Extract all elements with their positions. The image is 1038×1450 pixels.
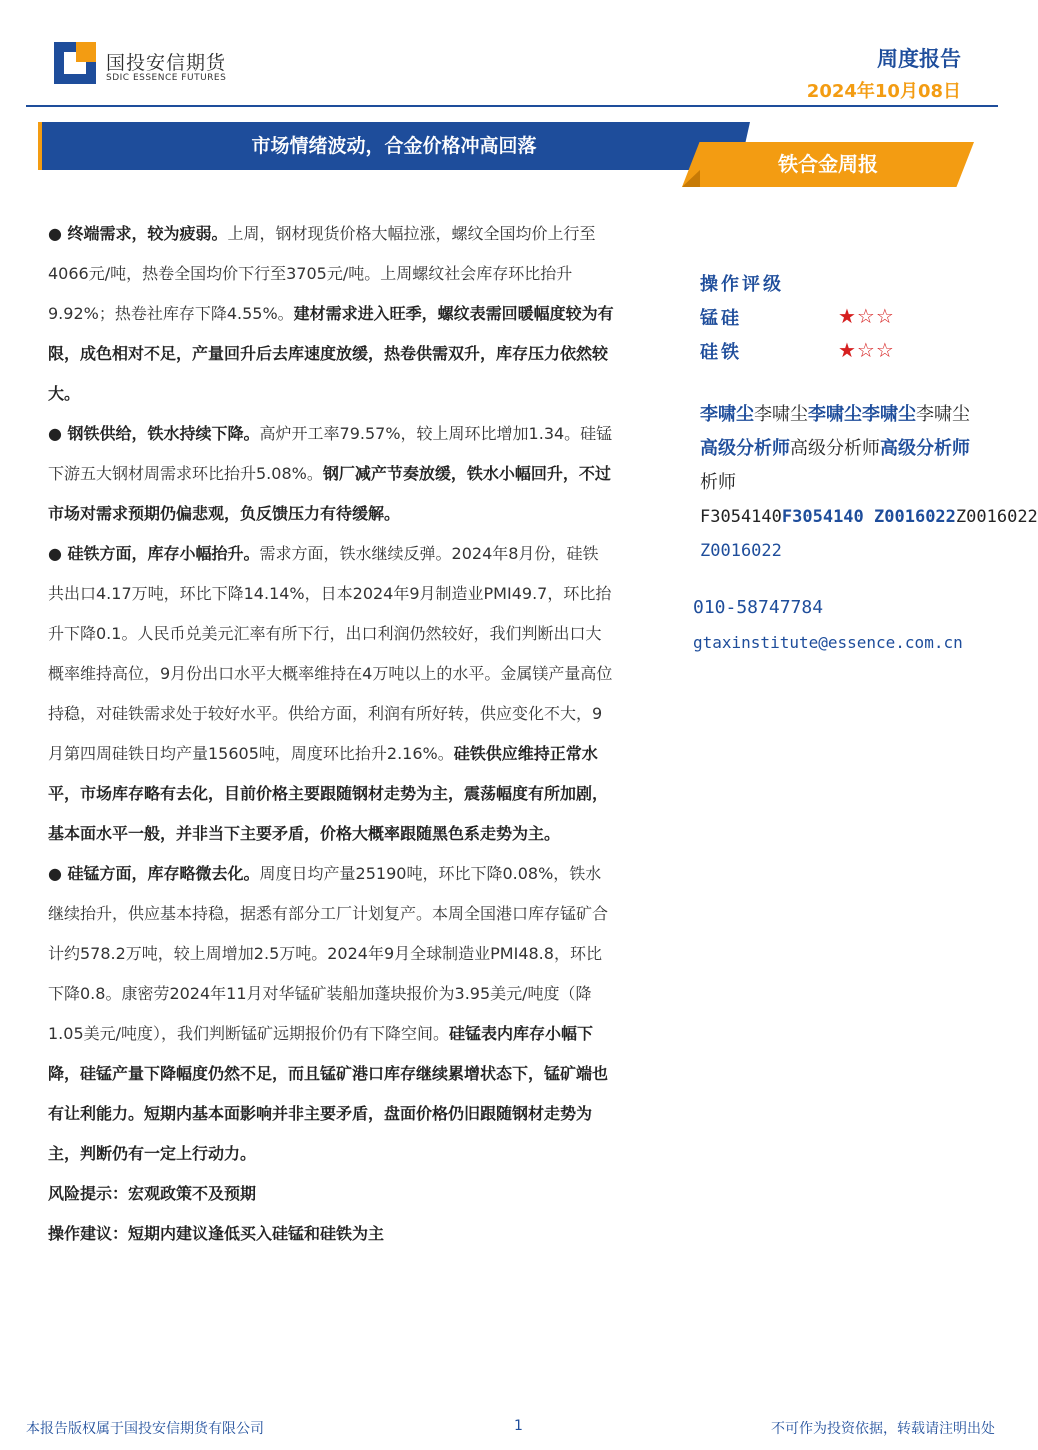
report-date: 2024年10月08日 xyxy=(806,81,961,102)
rating-row-ferrosilicon xyxy=(700,338,1025,372)
analyst-email-link[interactable]: gtaxinstitute@essence.com.cn xyxy=(693,633,963,652)
company-name-cn: 国投安信期货 xyxy=(106,52,227,74)
paragraph-conclusion: 硅锰表内库存小幅下降，硅锰产量下降幅度仍然不足，而且锰矿港口库存继续累增状态下，锰矿端也有让利能力。短期内基本面影响并非主要矛盾，盘面价格仍旧跟随钢材走势为主，判断仍有一定上行动力。 xyxy=(48,1024,609,1163)
risk-text: 宏观政策不及预期 xyxy=(128,1184,257,1203)
paragraph-supply xyxy=(48,414,614,534)
paragraph-ferrosilicon xyxy=(48,534,614,854)
analyst-name: 李啸尘 xyxy=(862,404,916,425)
header-divider xyxy=(26,105,998,107)
risk-note xyxy=(48,1174,614,1214)
rating-item-name: 锰硅 xyxy=(700,308,742,329)
rating-panel xyxy=(700,270,1025,372)
analyst-cert: Z0016022 xyxy=(955,507,1038,527)
analyst-name: 李啸尘 xyxy=(808,404,862,425)
page-number: 1 xyxy=(514,1418,523,1434)
footer-copyright: 本报告版权属于国投安信期货有限公司 xyxy=(26,1421,264,1437)
report-body xyxy=(48,214,614,1254)
star-rating-icon: ★☆☆ xyxy=(838,338,895,362)
report-title: 市场情绪波动，合金价格冲高回落 xyxy=(251,135,537,157)
report-type: 周度报告 xyxy=(877,47,961,71)
rating-title: 操作评级 xyxy=(700,274,784,295)
analyst-name: 李啸尘 xyxy=(916,404,970,425)
analyst-panel xyxy=(700,398,1038,568)
analyst-cert: Z0016022 xyxy=(874,507,956,527)
risk-label: 风险提示： xyxy=(48,1184,129,1203)
advice-label: 操作建议： xyxy=(48,1224,129,1243)
paragraph-lead: ● 硅铁方面，库存小幅抬升。 xyxy=(48,544,260,563)
analyst-title: 高级分析师 xyxy=(790,438,880,459)
paragraph-demand xyxy=(48,214,614,414)
paragraph-lead: ● 钢铁供给，铁水持续下降。 xyxy=(48,424,260,443)
analyst-cert: F3054140 xyxy=(781,507,875,527)
analyst-title-line xyxy=(700,432,1025,466)
analyst-title: 高级分析师 xyxy=(700,438,790,459)
analyst-title: 高级分析师 xyxy=(880,438,970,459)
paragraph-lead: ● 硅锰方面，库存略微去化。 xyxy=(48,864,260,883)
analyst-name-line xyxy=(700,398,1025,432)
operation-advice xyxy=(48,1214,614,1254)
analyst-cert-line xyxy=(700,500,1038,534)
analyst-name: 李啸尘 xyxy=(754,404,808,425)
analyst-phone: 010-58747784 xyxy=(693,597,824,618)
paragraph-text: 高炉开工率79.57%，较上周环比增加1.34。硅锰下游五大钢材周需求环比抬升5.08%。 xyxy=(48,424,613,483)
analyst-cert: F3054140 xyxy=(700,507,782,527)
paragraph-silicomanganese xyxy=(48,854,614,1174)
paragraph-text: 周度日均产量25190吨，环比下降0.08%，铁水继续抬升，供应基本持稳，据悉有部分工厂计划复产。本周全国港口库存锰矿合计约578.2万吨，较上周增加2.5万吨。2024年9月全球制造业PMI48.8，环比下降0.8。康密劳2024年11月对华锰矿装船加蓬块报价为3.95美元/吨度（降1.05美元/吨度），我们判断锰矿远期报价仍有下降空间。 xyxy=(48,864,609,1043)
paragraph-text: 需求方面，铁水继续反弹。2024年8月份，硅铁共出口4.17万吨，环比下降14.14%，日本2024年9月制造业PMI49.7，环比抬升下降0.1。人民币兑美元汇率有所下行，出口利润仍然较好，我们判断出口大概率维持高位，9月份出口水平大概率维持在4万吨以上的水平。金属镁产量高位持稳，对硅铁需求处于较好水平。供给方面，利润有所好转，供应变化不大，9月第四周硅铁日均产量15605吨，周度环比抬升2.16%。 xyxy=(48,544,613,763)
category-tag-label: 铁合金周报 xyxy=(778,152,878,176)
paragraph-conclusion: 建材需求进入旺季，螺纹表需回暖幅度较为有限，成色相对不足，产量回升后去库速度放缓，热卷供需双升，库存压力依然较大。 xyxy=(48,304,614,403)
rating-item-name: 硅铁 xyxy=(700,342,742,363)
footer-disclaimer: 不可作为投资依据，转载请注明出处 xyxy=(771,1421,995,1437)
paragraph-text: 上周，钢材现货价格大幅拉涨，螺纹全国均价上行至4066元/吨，热卷全国均价下行至3705元/吨。上周螺纹社会库存环比抬升9.92%；热卷社库存下降4.55%。 xyxy=(48,224,596,323)
rating-row-manganese-silicon xyxy=(700,304,1025,338)
company-name-en: SDIC ESSENCE FUTURES xyxy=(106,73,227,83)
paragraph-conclusion: 钢厂减产节奏放缓，铁水小幅回升，不过市场对需求预期仍偏悲观，负反馈压力有待缓解。 xyxy=(48,464,611,523)
analyst-title-wrap: 析师 xyxy=(700,472,736,493)
star-rating-icon: ★☆☆ xyxy=(838,304,895,328)
paragraph-lead: ● 终端需求，较为疲弱。 xyxy=(48,224,228,243)
contact-info xyxy=(693,594,963,658)
company-logo xyxy=(54,42,96,84)
analyst-cert-wrap: Z0016022 xyxy=(700,541,782,561)
advice-text: 短期内建议逢低买入硅锰和硅铁为主 xyxy=(128,1224,385,1243)
analyst-name: 李啸尘 xyxy=(700,404,754,425)
paragraph-conclusion: 硅铁供应维持正常水平，市场库存略有去化，目前价格主要跟随钢材走势为主，震荡幅度有所加剧，基本面水平一般，并非当下主要矛盾，价格大概率跟随黑色系走势为主。 xyxy=(48,744,609,843)
